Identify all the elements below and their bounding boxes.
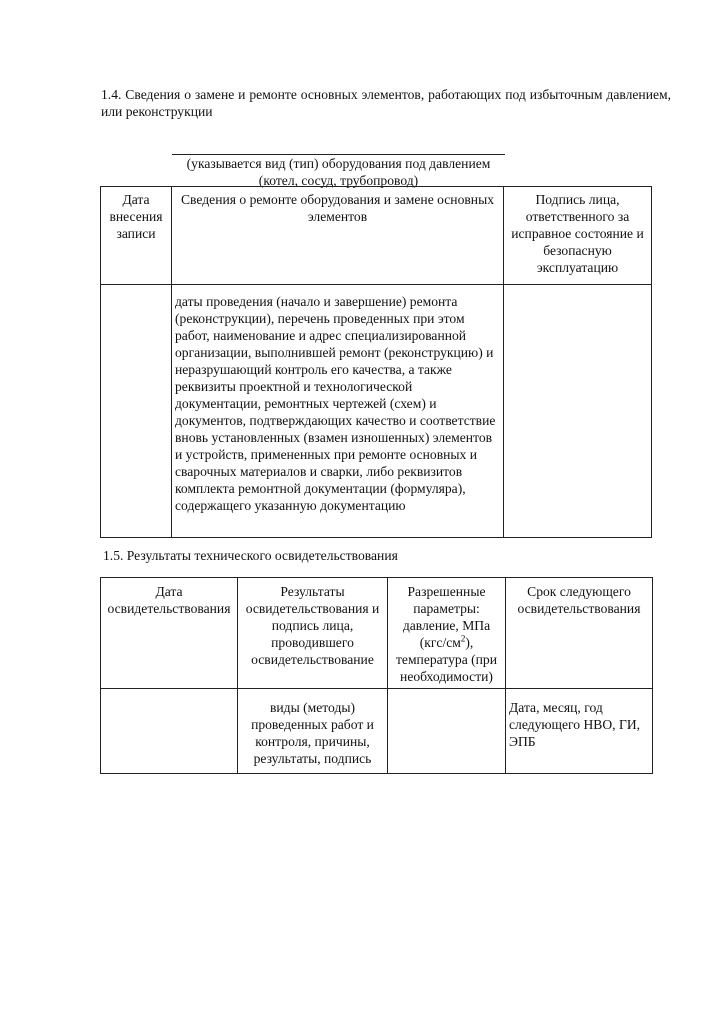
cell-repair-info: даты проведения (начало и завершение) ремонта (реконструкции), перечень проведенных при этом работ, наименование и адрес специализированной организации, выполнившей ремонт (реконструкцию) и неразрушающий контроль его качества, а также реквизиты проектной и технологической документации, ремонтных чертежей (схем) и документов, подтверждающих качество и соответствие вновь установленных (взамен изношенных) элементов и устройств, примененных при ремонте основных и сварочных материалов и сварки, либо реквизитов комплекта ремонтной документации (формуляра), содержащего указанную документацию xyxy=(172,285,504,538)
cell-entry-date xyxy=(101,285,172,538)
params-text-after: ), температура (при необходимости) xyxy=(395,635,498,684)
header-next-inspection: Срок следующего освидетельствования xyxy=(506,578,653,689)
inspection-results-table xyxy=(100,577,653,774)
equipment-type-note: (указывается вид (тип) оборудования под давлением (котел, сосуд, трубопровод) xyxy=(186,156,491,188)
section-1-5-heading: 1.5. Результаты технического освидетельствования xyxy=(103,548,398,563)
header-inspection-date: Дата освидетельствования xyxy=(101,578,238,689)
cell-next-inspection: Дата, месяц, год следующего НВО, ГИ, ЭПБ xyxy=(506,689,653,774)
table-row xyxy=(101,689,653,774)
cell-inspection-date xyxy=(101,689,238,774)
header-repair-info: Сведения о ремонте оборудования и замене основных элементов xyxy=(172,187,504,285)
repair-table-header-row xyxy=(101,187,652,285)
params-superscript: 2 xyxy=(460,633,466,644)
header-responsible-signature: Подпись лица, ответственного за исправное состояние и безопасную эксплуатацию xyxy=(504,187,652,285)
cell-responsible-signature xyxy=(504,285,652,538)
header-inspection-results: Результаты освидетельствования и подпись лица, проводившего освидетельствование xyxy=(238,578,388,689)
header-allowed-parameters xyxy=(388,578,506,689)
cell-allowed-parameters xyxy=(388,689,506,774)
section-1-4-heading: 1.4. Сведения о замене и ремонте основных элементов, работающих под избыточным давлением, или реконструкции xyxy=(101,87,671,119)
repair-records-table xyxy=(100,186,652,538)
header-entry-date: Дата внесения записи xyxy=(101,187,172,285)
inspection-table-header-row xyxy=(101,578,653,689)
table-row xyxy=(101,285,652,538)
cell-inspection-results: виды (методы) проведенных работ и контроля, причины, результаты, подпись xyxy=(238,689,388,774)
params-text-before: Разрешенные параметры: давление, МПа (кгс/см xyxy=(402,584,491,650)
